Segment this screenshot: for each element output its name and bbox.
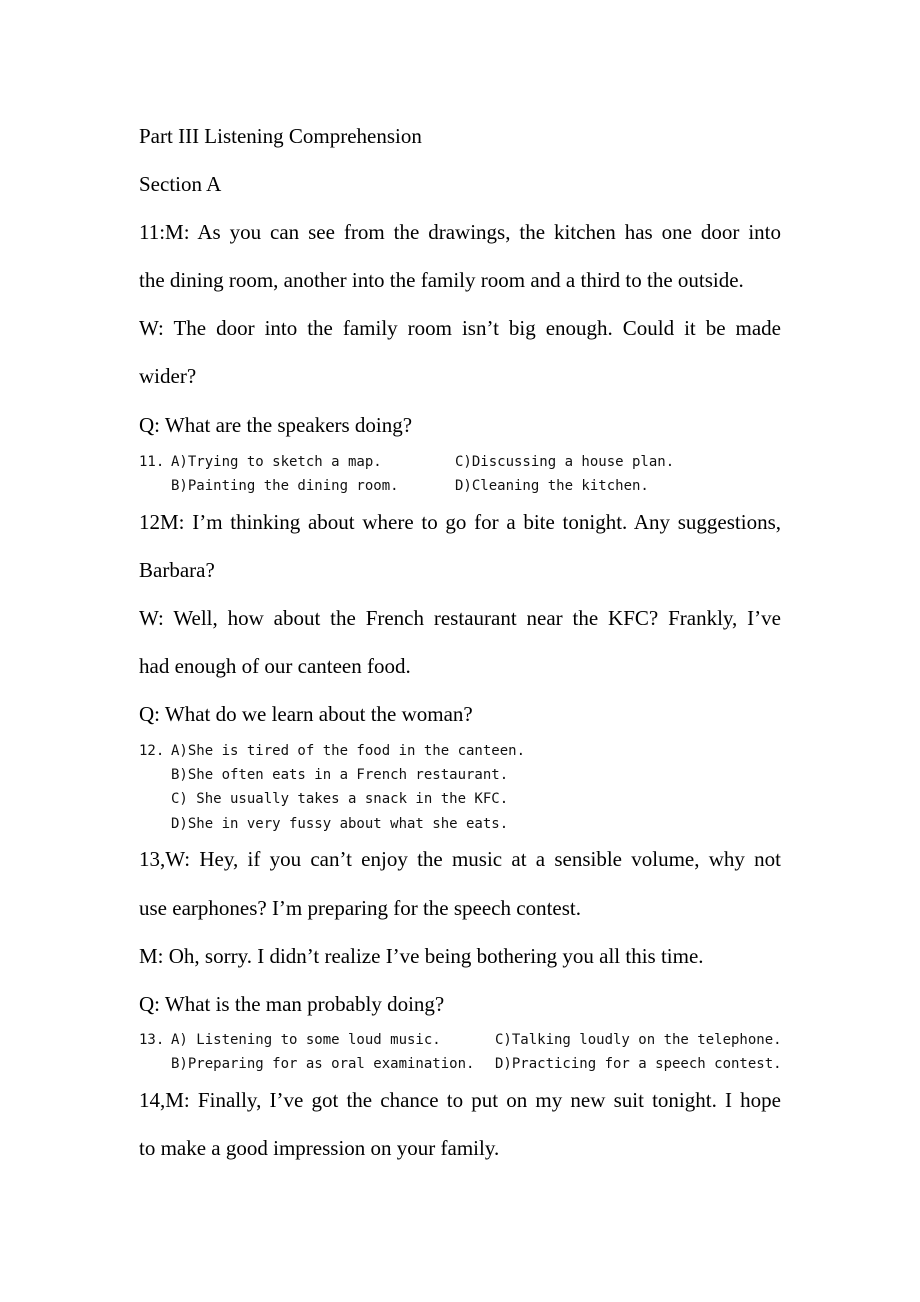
q12-option-c: C) She usually takes a snack in the KFC. <box>171 791 509 807</box>
q11-option-a: A)Trying to sketch a map. <box>171 454 382 470</box>
q11-option-d: D)Cleaning the kitchen. <box>455 478 649 494</box>
q13-dialogue-line: use earphones? I’m preparing for the speech contest. <box>139 896 581 920</box>
q11-option-b: B)Painting the dining room. <box>171 478 399 494</box>
q12-number: 12. <box>139 743 165 759</box>
q12-dialogue-line: 12M: I’m thinking about where to go for a bite tonight. Any suggestions, <box>139 510 781 534</box>
q13-question: Q: What is the man probably doing? <box>139 992 445 1016</box>
q13-number: 13. <box>139 1032 165 1048</box>
part-heading: Part III Listening Comprehension <box>139 124 422 148</box>
q14-dialogue-line: to make a good impression on your family. <box>139 1136 500 1160</box>
q11-option-c: C)Discussing a house plan. <box>455 454 675 470</box>
q13-option-c: C)Talking loudly on the telephone. <box>495 1032 782 1048</box>
q12-option-d: D)She in very fussy about what she eats. <box>171 816 509 832</box>
q12-dialogue-line: Barbara? <box>139 558 215 582</box>
q13-option-d: D)Practicing for a speech contest. <box>495 1056 782 1072</box>
q12-option-a: A)She is tired of the food in the canteen. <box>171 743 526 759</box>
q11-question: Q: What are the speakers doing? <box>139 413 413 437</box>
section-heading: Section A <box>139 172 222 196</box>
q13-option-b: B)Preparing for as oral examination. <box>171 1056 475 1072</box>
q11-number: 11. <box>139 454 165 470</box>
q11-dialogue-line: W: The door into the family room isn’t big enough. Could it be made <box>139 316 781 340</box>
q12-dialogue-line: W: Well, how about the French restaurant near the KFC? Frankly, I’ve <box>139 606 781 630</box>
q11-dialogue-line: the dining room, another into the family room and a third to the outside. <box>139 268 744 292</box>
q11-dialogue-line: 11:M: As you can see from the drawings, the kitchen has one door into <box>139 220 781 244</box>
q11-dialogue-line: wider? <box>139 364 197 388</box>
q13-option-a: A) Listening to some loud music. <box>171 1032 441 1048</box>
q14-dialogue-line: 14,M: Finally, I’ve got the chance to put on my new suit tonight. I hope <box>139 1088 781 1112</box>
q12-dialogue-line: had enough of our canteen food. <box>139 654 411 678</box>
q12-option-b: B)She often eats in a French restaurant. <box>171 767 509 783</box>
q13-dialogue-line: 13,W: Hey, if you can’t enjoy the music at a sensible volume, why not <box>139 847 781 871</box>
q12-question: Q: What do we learn about the woman? <box>139 702 473 726</box>
q13-dialogue-line: M: Oh, sorry. I didn’t realize I’ve being bothering you all this time. <box>139 944 704 968</box>
